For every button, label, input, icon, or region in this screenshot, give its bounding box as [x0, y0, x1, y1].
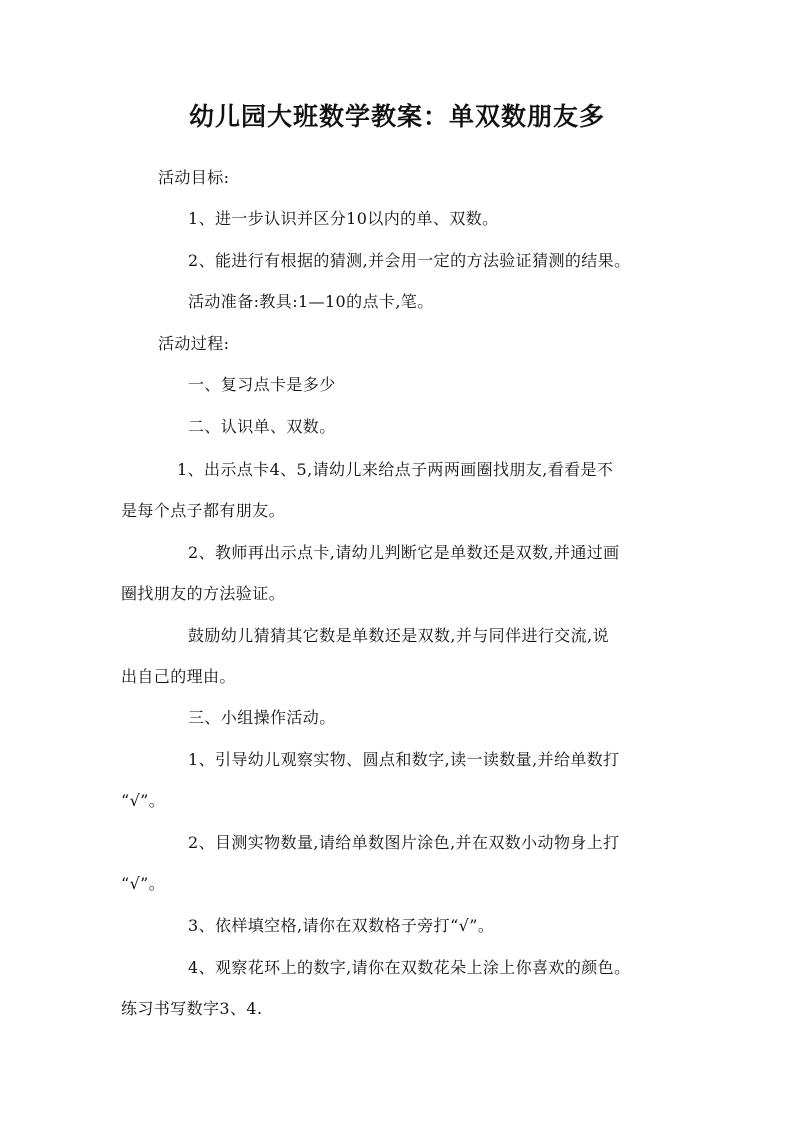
document-title: 幼儿园大班数学教案：单双数朋友多 [188, 102, 605, 131]
paragraph-line: 4、观察花环上的数字,请你在双数花朵上涂上你喜欢的颜色。 [188, 958, 631, 977]
goal-item-1: 1、进一步认识并区分10以内的单、双数。 [188, 209, 499, 228]
section-heading-process: 活动过程: [158, 334, 230, 353]
process-step-2: 二、认识单、双数。 [188, 417, 336, 436]
paragraph-line: 练习书写数字3、4. [121, 999, 263, 1018]
paragraph-line: 出自己的理由。 [121, 667, 236, 686]
paragraph-line: “√”。 [121, 874, 166, 893]
paragraph-line: 是每个点子都有朋友。 [121, 501, 286, 520]
paragraph-line: 2、目测实物数量,请给单数图片涂色,并在双数小动物身上打 [188, 833, 620, 852]
paragraph-line: 3、依样填空格,请你在双数格子旁打“√”。 [188, 916, 495, 935]
paragraph-line: 圈找朋友的方法验证。 [121, 584, 286, 603]
goal-item-2: 2、能进行有根据的猜测,并会用一定的方法验证猜测的结果。 [188, 251, 631, 270]
section-heading-goals: 活动目标: [158, 168, 230, 187]
paragraph-line: 2、教师再出示点卡,请幼儿判断它是单数还是双数,并通过画 [188, 543, 620, 562]
paragraph-line: 鼓励幼儿猜猜其它数是单数还是双数,并与同伴进行交流,说 [188, 626, 609, 645]
preparation-line: 活动准备:教具:1—10的点卡,笔。 [188, 292, 434, 311]
paragraph-line: 1、引导幼儿观察实物、圆点和数字,读一读数量,并给单数打 [188, 750, 620, 769]
process-step-3: 三、小组操作活动。 [188, 708, 336, 727]
process-step-1: 一、复习点卡是多少 [188, 375, 336, 394]
paragraph-line: 1、出示点卡4、5,请幼儿来给点子两两画圈找朋友,看看是不 [177, 460, 614, 479]
paragraph-line: “√”。 [121, 791, 166, 810]
